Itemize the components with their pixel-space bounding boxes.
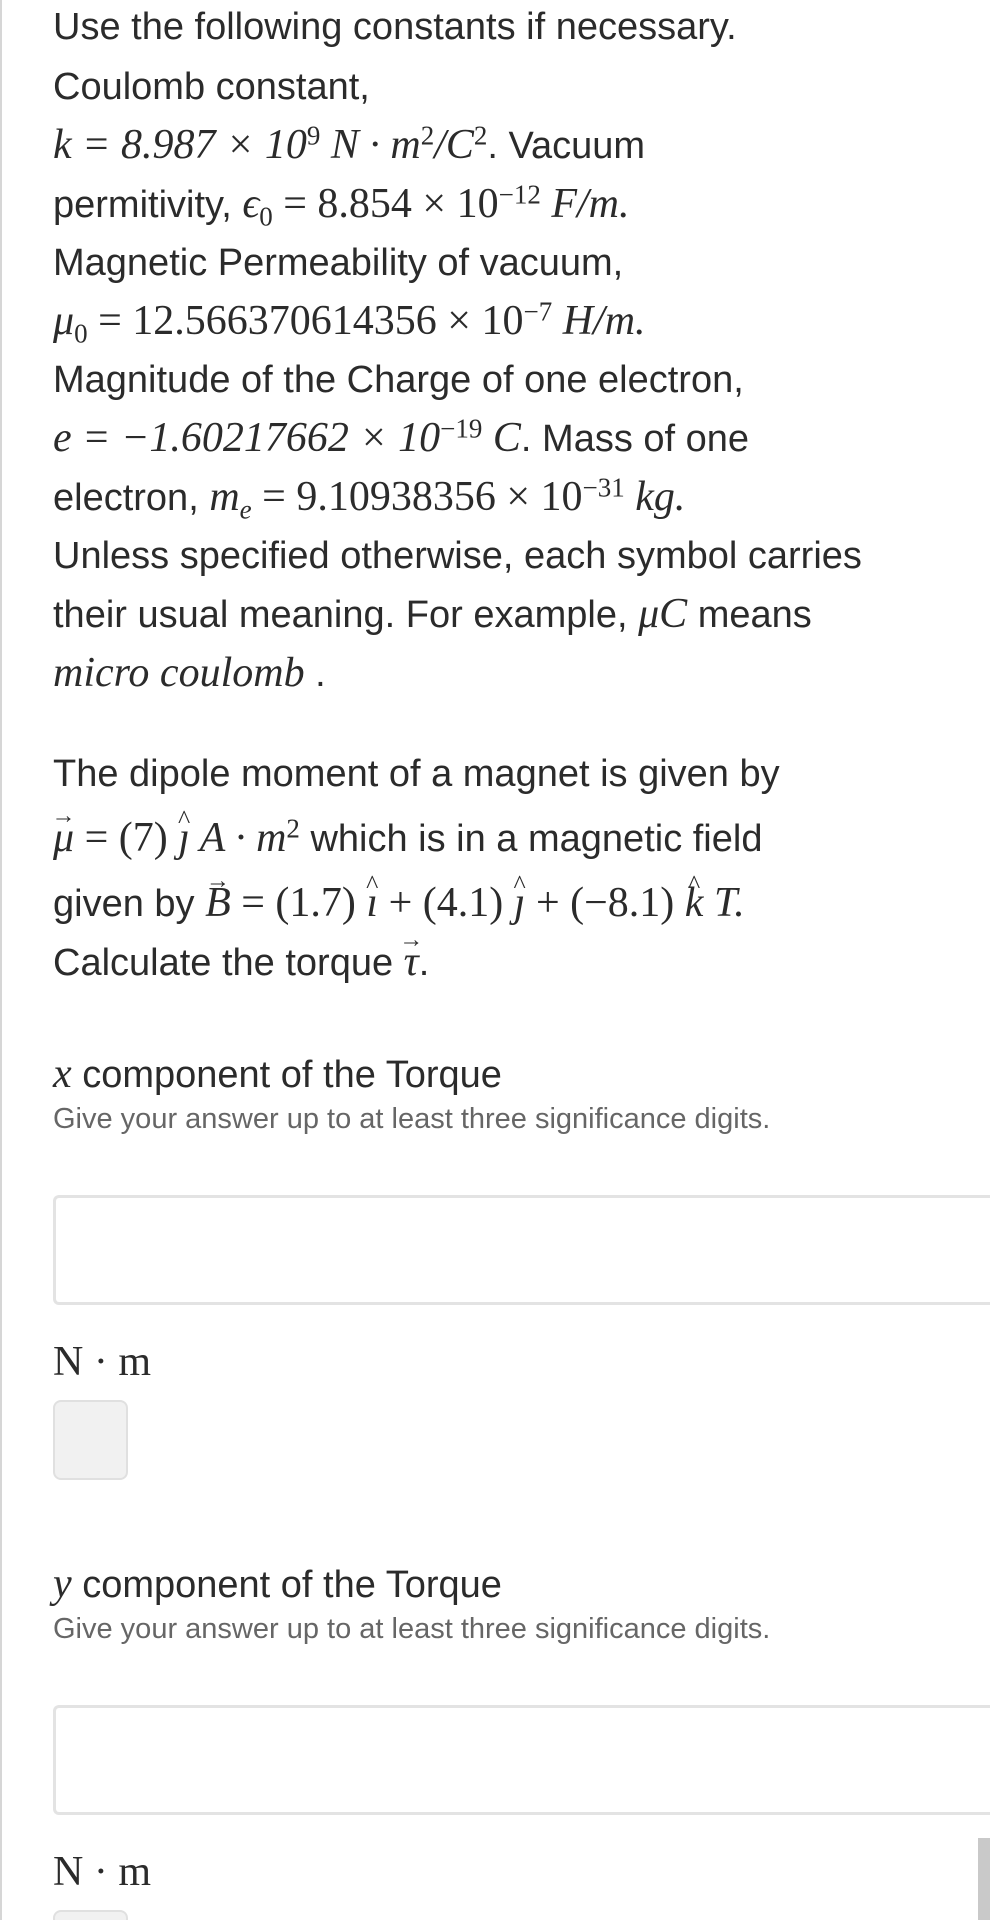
part-y-component: [53, 1560, 770, 1649]
usual-meaning-line: their usual meaning. For example, μC means: [53, 591, 812, 637]
b-vector-symbol: → B: [205, 874, 231, 932]
part-hint: Give your answer up to at least three significance digits.: [53, 1103, 771, 1135]
mu-vector-symbol: → μ: [53, 809, 74, 867]
part-x-component: [53, 1050, 770, 1139]
question-statement: [53, 745, 780, 992]
permeability-label: Magnetic Permeability of vacuum,: [53, 242, 624, 284]
constants-block: [53, 0, 862, 703]
question-line-1: The dipole moment of a magnet is given by: [53, 753, 780, 795]
part-title: y component of the Torque: [53, 1561, 502, 1607]
y-answer-input[interactable]: [53, 1705, 990, 1815]
x-unit-selector[interactable]: [53, 1400, 128, 1480]
x-unit-label: N · m: [53, 1339, 151, 1385]
calculate-line: Calculate the torque → τ.: [53, 933, 780, 992]
tau-vector-symbol: → τ: [404, 933, 419, 991]
constants-intro: Use the following constants if necessary.: [53, 6, 737, 48]
i-hat-symbol: ^ ı: [366, 874, 378, 932]
charge-label: Magnitude of the Charge of one electron,: [53, 359, 744, 401]
j-hat-symbol: ^ ȷ: [178, 809, 190, 867]
x-answer-input[interactable]: [53, 1195, 990, 1305]
part-hint: Give your answer up to at least three significance digits.: [53, 1613, 771, 1645]
coulomb-label: Coulomb constant,: [53, 66, 370, 108]
mass-line: electron, $m_e = 9.10938356 \times 10^{-31}$ kg.: [53, 472, 686, 525]
dipole-moment-line: → μ = (7) ^ ȷ $A \cdot m^2$ which is in a magnetic field: [53, 809, 780, 868]
left-border: [0, 0, 2, 1920]
field-line: given by → B = (1.7) ^ ı + (4.1) ^ ȷ + (−8.1) ^ k T.: [53, 874, 780, 933]
coulomb-constant-line: $k = 8.987 \times 10^9$ $N \cdot m^2/C^2$. Vacuum: [53, 120, 646, 168]
y-unit-selector[interactable]: [53, 1910, 128, 1920]
permeability-line: $\mu_0 = 12.566370614356 \times 10^{-7}$ H/m.: [53, 296, 646, 349]
micro-coulomb-line: micro coulomb .: [53, 650, 326, 696]
k-expression: k = 8.987 × 10: [53, 122, 307, 168]
permittivity-line: permitivity, $\epsilon_0 = 8.854 \times 10^{-12}$ F/m.: [53, 179, 630, 232]
k-hat-symbol: ^ k: [685, 874, 704, 932]
j-hat-symbol-2: ^ ȷ: [514, 874, 526, 932]
part-title: x component of the Torque: [53, 1051, 502, 1097]
charge-line: $e = -1.60217662 \times 10^{-19}$ C. Mass of one: [53, 413, 750, 461]
unless-line: Unless specified otherwise, each symbol carries: [53, 535, 862, 577]
scrollbar-thumb[interactable]: [978, 1838, 990, 1920]
y-unit-label: N · m: [53, 1849, 151, 1895]
